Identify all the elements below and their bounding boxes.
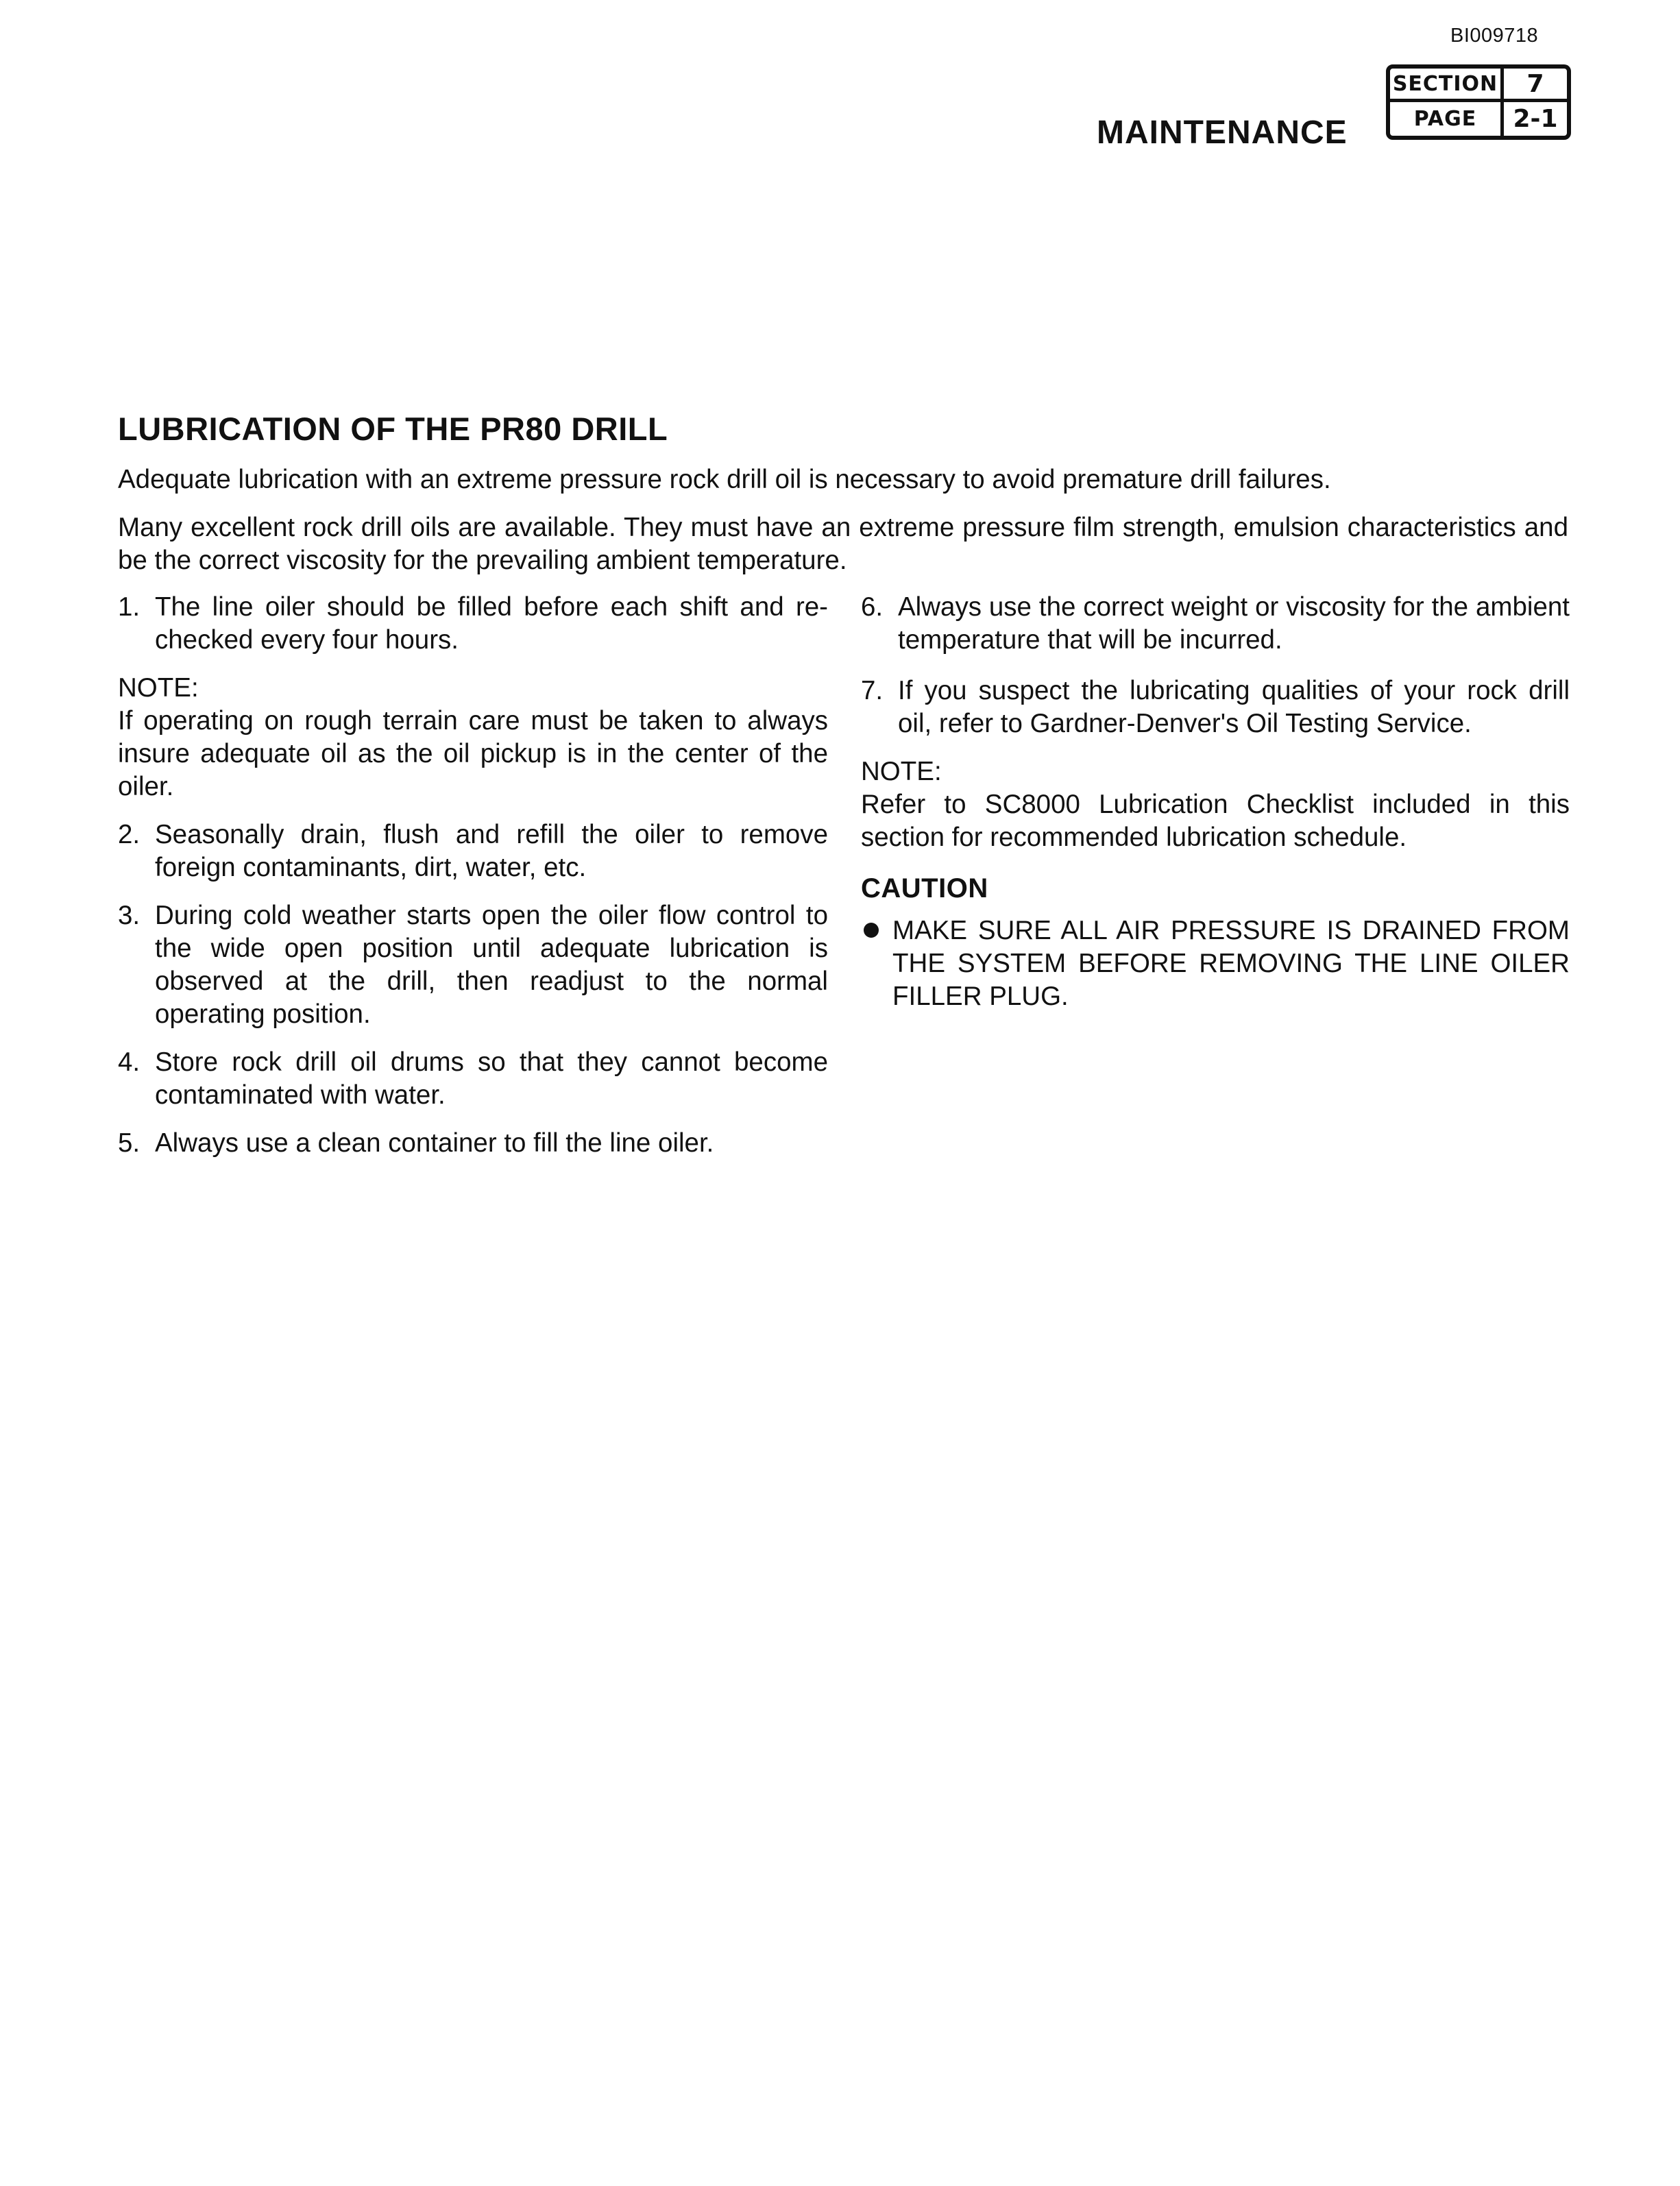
section-label: SECTION: [1390, 69, 1504, 102]
right-column: [861, 591, 1570, 1013]
list-text: Always use a clean container to fill the line oiler.: [155, 1128, 714, 1158]
main-heading: LUBRICATION OF THE PR80 DRILL: [118, 411, 668, 447]
note-label: NOTE:: [861, 757, 942, 786]
list-item-2: [118, 818, 828, 884]
note-text: Refer to SC8000 Lubrication Checklist included in this section for recommended lubrication schedule.: [861, 790, 1570, 852]
page-number: 2-1: [1513, 105, 1558, 133]
note-text: If operating on rough terrain care must be taken to always insure adequate oil as the oil pickup is in the center of the oiler.: [118, 706, 828, 801]
note-label: NOTE:: [118, 673, 199, 703]
list-item-4: [118, 1046, 828, 1112]
section-page-box: [1386, 64, 1571, 140]
list-text: Seasonally drain, flush and refill the oiler to remove foreign contaminants, dirt, water, etc.: [155, 820, 828, 882]
list-text: Store rock drill oil drums so that they cannot become contaminated with water.: [155, 1047, 828, 1110]
list-text: Always use the correct weight or viscosity for the ambient temperature that will be incurred.: [898, 592, 1570, 655]
list-text: During cold weather starts open the oiler flow control to the wide open position until adequate lubrication is observed at the drill, then readjust to the normal operating position.: [155, 901, 828, 1029]
list-number: 3.: [118, 901, 141, 930]
list-item-1: [118, 591, 828, 657]
list-number: 1.: [118, 592, 141, 622]
section-number: 7: [1504, 69, 1567, 102]
list-text: If you suspect the lubricating qualities of your rock drill oil, refer to Gardner-Denver's Oil Testing Service.: [898, 676, 1570, 738]
intro-paragraph-2: Many excellent rock drill oils are available. They must have an extreme pressure film strength, emulsion characteristics and be the correct viscosity for the prevailing ambient temperature.: [118, 513, 1568, 575]
list-number: 5.: [118, 1128, 141, 1158]
page-label: PAGE: [1390, 102, 1504, 136]
page-header-title: MAINTENANCE: [1097, 114, 1348, 151]
list-text: The line oiler should be filled before each shift and re-checked every four hours.: [155, 592, 828, 655]
caution-item: [861, 914, 1570, 1013]
bullet-icon: [864, 923, 879, 938]
list-number: 2.: [118, 820, 141, 849]
caution-text: MAKE SURE ALL AIR PRESSURE IS DRAINED FROM THE SYSTEM BEFORE REMOVING THE LINE OILER FILLER PLUG.: [892, 916, 1570, 1011]
list-item-6: [861, 591, 1570, 657]
list-number: 4.: [118, 1047, 141, 1077]
list-number: 7.: [861, 676, 884, 705]
list-number: 6.: [861, 592, 884, 622]
list-item-3: [118, 899, 828, 1031]
caution-heading: CAUTION: [861, 873, 988, 903]
left-column: [118, 591, 828, 1160]
document-id: BI009718: [1450, 25, 1539, 47]
intro-paragraph-1: Adequate lubrication with an extreme pressure rock drill oil is necessary to avoid premature drill failures.: [118, 465, 1331, 494]
list-item-7: [861, 675, 1570, 740]
list-item-5: [118, 1127, 828, 1160]
